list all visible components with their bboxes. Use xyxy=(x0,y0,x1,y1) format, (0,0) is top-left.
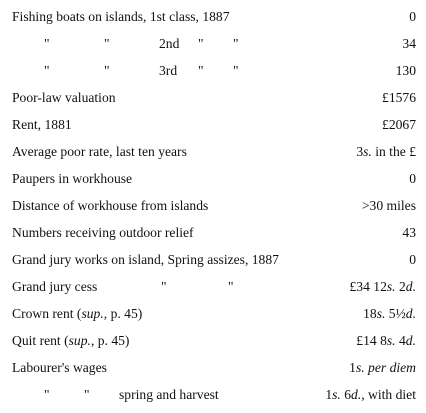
row-label: 3rd xyxy=(159,63,178,78)
row-value: 0 xyxy=(409,9,416,24)
row-value: 130 xyxy=(395,63,416,78)
row-label: Distance of workhouse from islands xyxy=(12,198,209,213)
ditto-mark: " xyxy=(84,387,90,402)
row-value: £1576 xyxy=(382,90,416,105)
ditto-mark: " xyxy=(104,63,110,78)
table-row xyxy=(0,4,426,30)
row-value: 1s. per diem xyxy=(349,360,416,375)
table-row xyxy=(0,139,426,165)
row-value: £34 12s. 2d. xyxy=(349,279,416,294)
table-row xyxy=(0,355,426,381)
row-label: Rent, 1881 xyxy=(12,117,72,132)
row-label: Paupers in workhouse xyxy=(12,171,133,186)
row-value: 3s. in the £ xyxy=(356,144,416,159)
ditto-mark: " xyxy=(44,387,50,402)
row-label: Grand jury works on island, Spring assizes, 1887 xyxy=(12,252,279,267)
row-value: 43 xyxy=(402,225,416,240)
ditto-mark: " xyxy=(198,63,204,78)
table-row xyxy=(0,112,426,138)
ditto-mark: " xyxy=(233,63,239,78)
table-row xyxy=(0,31,426,57)
table-row xyxy=(0,328,426,354)
table-row xyxy=(0,247,426,273)
row-value: >30 miles xyxy=(361,198,416,213)
row-label: Labourer's wages xyxy=(12,360,107,375)
table-row xyxy=(0,301,426,327)
row-label: Numbers receiving outdoor relief xyxy=(12,225,194,240)
ditto-mark: " xyxy=(104,36,110,51)
table-row xyxy=(0,382,426,408)
row-value: £2067 xyxy=(382,117,416,132)
table-row xyxy=(0,220,426,246)
row-label: spring and harvest xyxy=(119,387,219,402)
row-label: Grand jury cess xyxy=(12,279,98,294)
row-value: 34 xyxy=(402,36,416,51)
table-row xyxy=(0,166,426,192)
ditto-mark: " xyxy=(233,36,239,51)
ditto-mark: " xyxy=(44,63,50,78)
ditto-mark: " xyxy=(44,36,50,51)
row-value: 0 xyxy=(409,252,416,267)
ditto-mark: " xyxy=(228,279,234,294)
table-row xyxy=(0,193,426,219)
row-label: Crown rent (sup., p. 45) xyxy=(12,306,143,321)
row-value: 1s. 6d., with diet xyxy=(325,387,416,402)
table-row xyxy=(0,274,426,300)
ditto-mark: " xyxy=(198,36,204,51)
table-row xyxy=(0,58,426,84)
row-value: £14 8s. 4d. xyxy=(356,333,416,348)
row-value: 0 xyxy=(409,171,416,186)
table-row xyxy=(0,85,426,111)
row-label: Poor-law valuation xyxy=(12,90,116,105)
ditto-mark: " xyxy=(161,279,167,294)
row-label: Fishing boats on islands, 1st class, 1887 xyxy=(12,9,230,24)
row-label: Average poor rate, last ten years xyxy=(12,144,187,159)
row-label: Quit rent (sup., p. 45) xyxy=(12,333,130,348)
row-label: 2nd xyxy=(159,36,180,51)
row-value: 18s. 5½d. xyxy=(363,306,416,321)
